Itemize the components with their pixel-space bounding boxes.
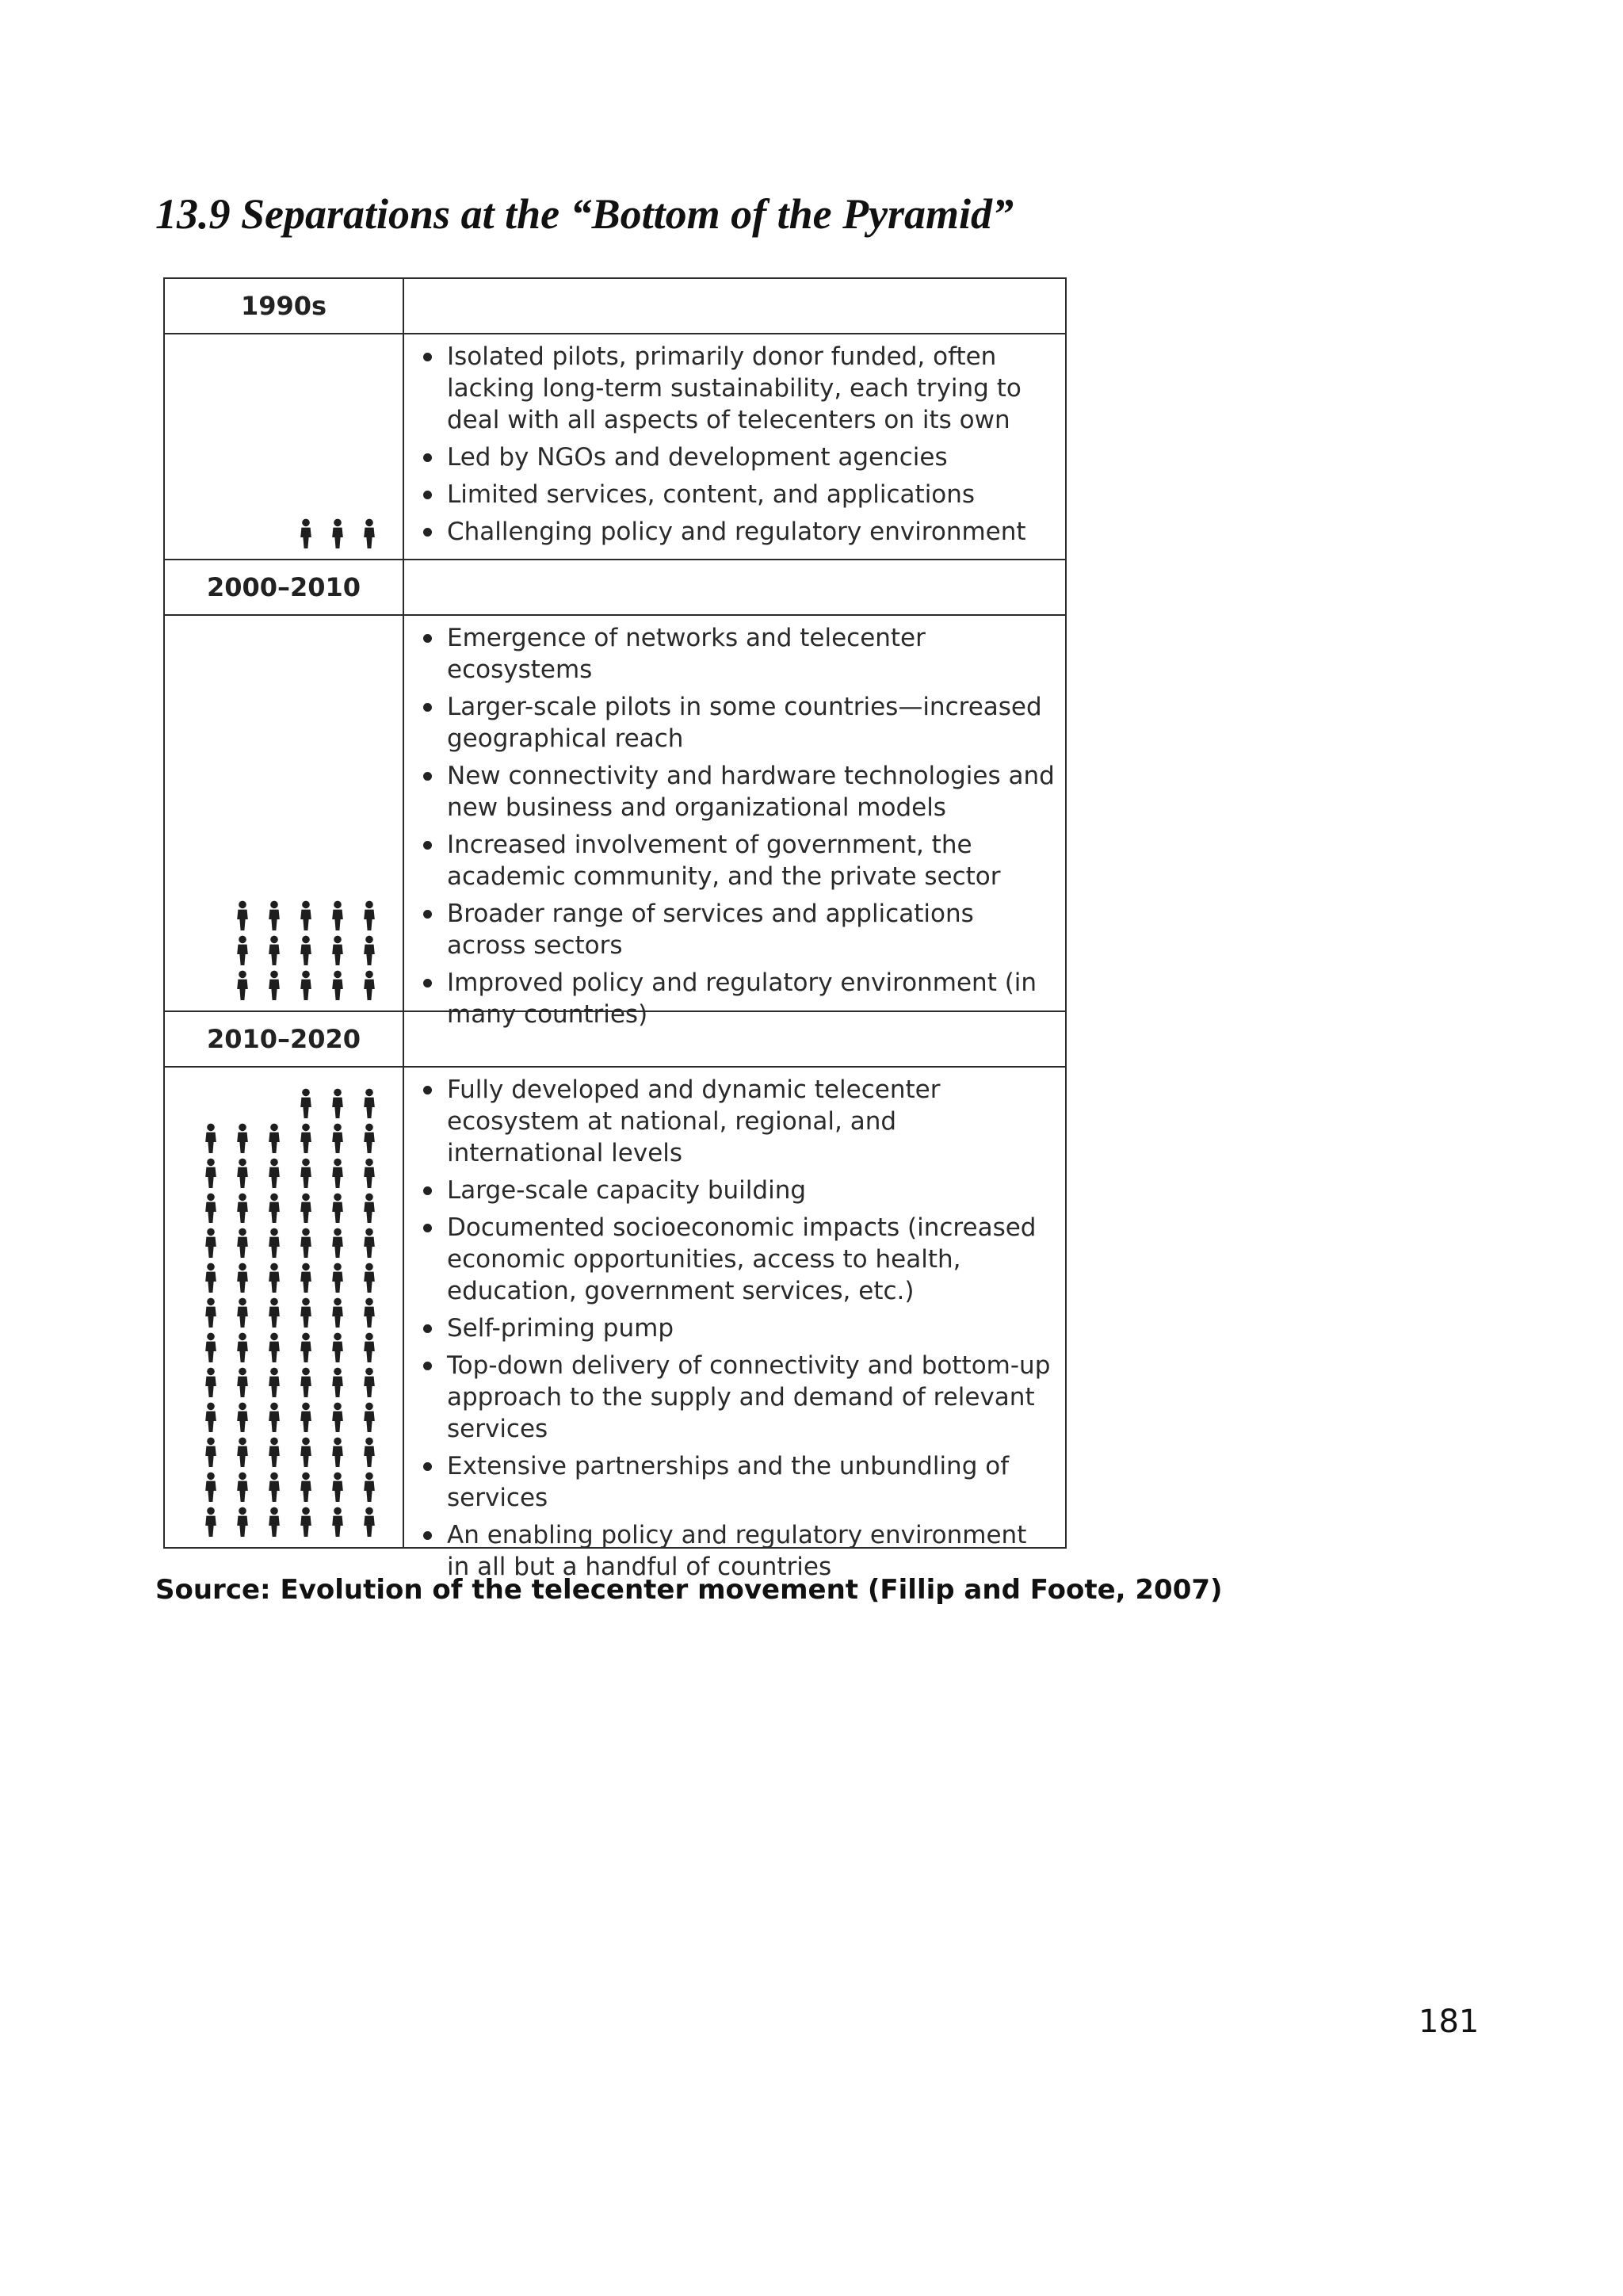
person-icon — [290, 1366, 322, 1398]
person-icon — [290, 1506, 322, 1538]
list-item: Larger-scale pilots in some countries—increased geographical reach — [417, 691, 1056, 755]
person-icon — [227, 1401, 258, 1433]
person-icon — [322, 1192, 353, 1224]
person-icon — [258, 1262, 290, 1293]
people-row — [195, 1190, 385, 1225]
person-icon — [322, 518, 353, 549]
person-icon — [322, 1157, 353, 1189]
people-row — [195, 1156, 385, 1190]
person-icon — [353, 1122, 385, 1154]
person-icon — [353, 969, 385, 1001]
person-icon — [258, 900, 290, 931]
person-icon — [353, 1192, 385, 1224]
person-icon — [227, 1122, 258, 1154]
person-icon — [195, 1506, 227, 1538]
person-icon — [290, 1262, 322, 1293]
person-icon — [227, 1157, 258, 1189]
section-heading: 13.9 Separations at the “Bottom of the Pyramid” — [155, 190, 1014, 238]
people-row — [195, 1225, 385, 1260]
person-icon — [195, 1192, 227, 1224]
person-icon — [195, 1122, 227, 1154]
people-row — [195, 1295, 385, 1330]
person-icon — [195, 1157, 227, 1189]
list-item: Self-priming pump — [417, 1312, 1056, 1344]
telecenter-evolution-figure — [163, 277, 1067, 1581]
person-icon — [290, 1297, 322, 1328]
person-icon — [258, 1192, 290, 1224]
people-row — [195, 1330, 385, 1365]
person-icon — [353, 900, 385, 931]
era-label: 1990s — [240, 291, 327, 321]
person-icon — [322, 1471, 353, 1503]
person-icon — [258, 1471, 290, 1503]
person-icon — [290, 1401, 322, 1433]
list-item: Fully developed and dynamic telecenter ecosystem at national, regional, and international levels — [417, 1074, 1056, 1169]
person-icon — [258, 969, 290, 1001]
people-icons — [165, 1086, 403, 1539]
person-icon — [322, 1087, 353, 1119]
person-icon — [227, 934, 258, 966]
list-item: Emergence of networks and telecenter ecosystems — [417, 622, 1056, 686]
list-item: Challenging policy and regulatory environment — [417, 516, 1056, 548]
person-icon — [258, 1436, 290, 1468]
list-item: An enabling policy and regulatory environment in all but a handful of countries — [417, 1519, 1056, 1583]
list-item: Broader range of services and applications across sectors — [417, 898, 1056, 961]
column-divider — [403, 279, 404, 333]
person-icon — [227, 1471, 258, 1503]
figure-source-caption: Source: Evolution of the telecenter movement (Fillip and Foote, 2007) — [155, 1574, 1223, 1606]
person-icon — [322, 1436, 353, 1468]
page-number: 181 — [1419, 2004, 1480, 2040]
person-icon — [290, 1192, 322, 1224]
person-icon — [322, 934, 353, 966]
column-divider — [403, 560, 404, 614]
person-icon — [227, 1366, 258, 1398]
person-icon — [290, 969, 322, 1001]
person-icon — [353, 1262, 385, 1293]
era-label: 2010–2020 — [206, 1024, 361, 1054]
person-icon — [195, 1471, 227, 1503]
people-icons — [165, 898, 403, 1003]
people-icons — [165, 516, 403, 551]
people-row — [195, 1400, 385, 1435]
person-icon — [227, 1227, 258, 1259]
list-item: Limited services, content, and applications — [417, 479, 1056, 510]
people-row — [227, 968, 385, 1003]
person-icon — [353, 1157, 385, 1189]
person-icon — [258, 1366, 290, 1398]
person-icon — [195, 1297, 227, 1328]
list-item: Top-down delivery of connectivity and bottom-up approach to the supply and demand of relevant services — [417, 1350, 1056, 1445]
person-icon — [290, 518, 322, 549]
people-row — [195, 1260, 385, 1295]
person-icon — [227, 1331, 258, 1363]
column-divider — [403, 334, 404, 559]
person-icon — [322, 1262, 353, 1293]
person-icon — [290, 1471, 322, 1503]
list-item: Led by NGOs and development agencies — [417, 441, 1056, 473]
person-icon — [353, 518, 385, 549]
person-icon — [353, 1087, 385, 1119]
people-row — [195, 1365, 385, 1400]
people-row — [195, 1121, 385, 1156]
person-icon — [322, 1506, 353, 1538]
bullet-list — [417, 341, 1056, 553]
person-icon — [290, 900, 322, 931]
person-icon — [195, 1401, 227, 1433]
person-icon — [258, 1331, 290, 1363]
person-icon — [227, 1436, 258, 1468]
person-icon — [227, 1506, 258, 1538]
person-icon — [322, 1297, 353, 1328]
people-row — [290, 516, 385, 551]
era-content-1990s — [165, 334, 1065, 560]
person-icon — [258, 1227, 290, 1259]
person-icon — [322, 1122, 353, 1154]
person-icon — [353, 1506, 385, 1538]
column-divider — [403, 1068, 404, 1547]
era-header-2010-2020 — [165, 1012, 1065, 1068]
person-icon — [353, 1297, 385, 1328]
people-row — [227, 933, 385, 968]
person-icon — [227, 1192, 258, 1224]
person-icon — [195, 1366, 227, 1398]
bullet-list — [417, 1074, 1056, 1588]
person-icon — [258, 1122, 290, 1154]
person-icon — [227, 900, 258, 931]
person-icon — [353, 934, 385, 966]
list-item: Large-scale capacity building — [417, 1175, 1056, 1206]
person-icon — [290, 1157, 322, 1189]
person-icon — [322, 969, 353, 1001]
person-icon — [353, 1227, 385, 1259]
person-icon — [290, 1087, 322, 1119]
person-icon — [258, 1401, 290, 1433]
people-row — [290, 1086, 385, 1121]
person-icon — [353, 1471, 385, 1503]
person-icon — [322, 900, 353, 931]
person-icon — [353, 1401, 385, 1433]
person-icon — [258, 934, 290, 966]
era-content-2000-2010 — [165, 616, 1065, 1029]
people-row — [195, 1469, 385, 1504]
person-icon — [258, 1157, 290, 1189]
person-icon — [353, 1331, 385, 1363]
people-row — [227, 898, 385, 933]
list-item: Extensive partnerships and the unbundling of services — [417, 1450, 1056, 1514]
list-item: Documented socioeconomic impacts (increased economic opportunities, access to health, education, government services, etc.) — [417, 1212, 1056, 1307]
list-item: New connectivity and hardware technologies and new business and organizational models — [417, 760, 1056, 823]
person-icon — [290, 1436, 322, 1468]
person-icon — [290, 934, 322, 966]
people-row — [195, 1504, 385, 1539]
person-icon — [227, 1262, 258, 1293]
person-icon — [322, 1366, 353, 1398]
list-item: Isolated pilots, primarily donor funded, often lacking long-term sustainability, each trying to deal with all aspects of telecenters on its own — [417, 341, 1056, 436]
person-icon — [195, 1331, 227, 1363]
people-row — [195, 1435, 385, 1469]
person-icon — [322, 1227, 353, 1259]
era-header-1990s — [165, 279, 1065, 334]
person-icon — [227, 1297, 258, 1328]
era-label: 2000–2010 — [206, 572, 361, 602]
person-icon — [195, 1436, 227, 1468]
person-icon — [227, 969, 258, 1001]
person-icon — [195, 1262, 227, 1293]
list-item: Increased involvement of government, the academic community, and the private sector — [417, 829, 1056, 892]
column-divider — [403, 1012, 404, 1066]
column-divider — [403, 616, 404, 1010]
person-icon — [322, 1331, 353, 1363]
era-header-2000-2010 — [165, 560, 1065, 616]
person-icon — [258, 1506, 290, 1538]
person-icon — [290, 1331, 322, 1363]
person-icon — [195, 1227, 227, 1259]
bullet-list — [417, 622, 1056, 1036]
person-icon — [290, 1227, 322, 1259]
person-icon — [258, 1297, 290, 1328]
person-icon — [322, 1401, 353, 1433]
person-icon — [353, 1436, 385, 1468]
era-content-2010-2020 — [165, 1068, 1065, 1581]
list-item: Improved policy and regulatory environment (in many countries) — [417, 967, 1056, 1030]
person-icon — [290, 1122, 322, 1154]
person-icon — [353, 1366, 385, 1398]
